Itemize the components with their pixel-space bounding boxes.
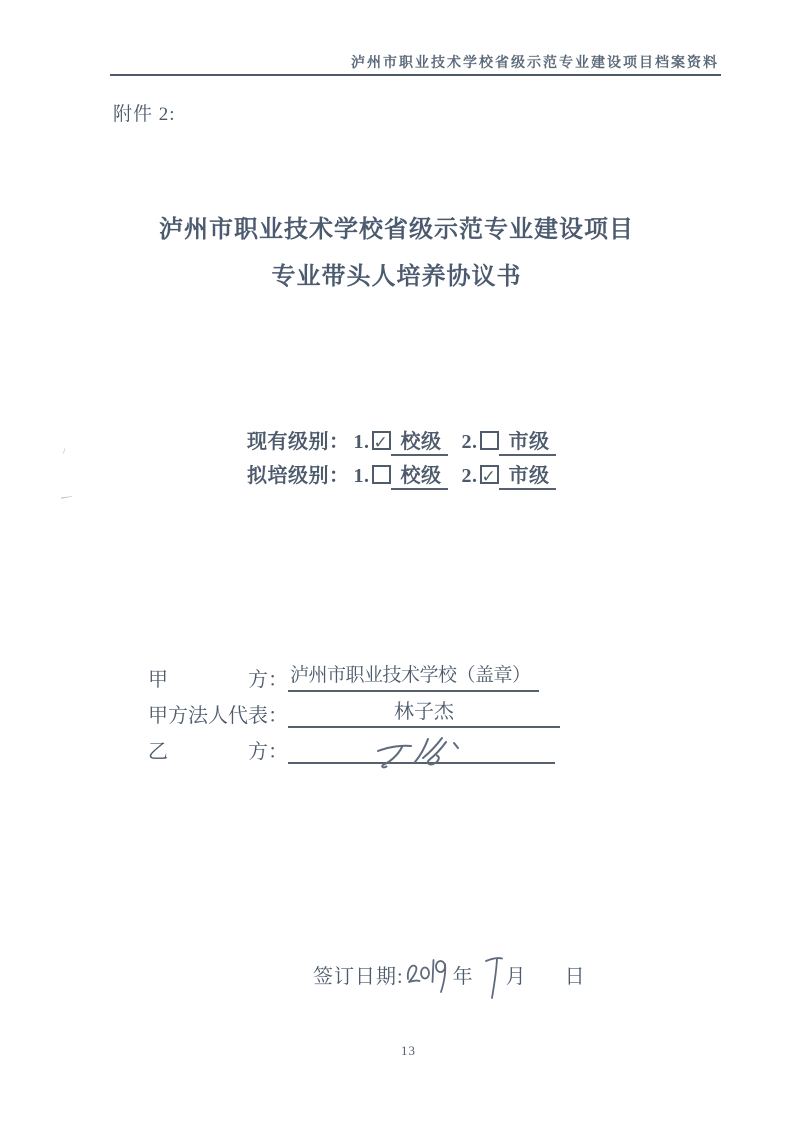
day-unit: 日 <box>564 966 586 988</box>
option-label-city-level: 市级 <box>499 431 556 456</box>
party-b-label <box>148 735 288 764</box>
handwritten-year <box>405 953 452 999</box>
scan-artifact: ᎗ <box>59 486 73 502</box>
handwritten-month <box>484 955 504 1005</box>
signing-date-line <box>313 953 586 1005</box>
planned-level-label: 拟培级别： <box>247 465 350 487</box>
party-a-rep-value: 林子杰 <box>288 699 560 728</box>
year-unit: 年 <box>452 966 474 988</box>
party-a-row <box>148 656 560 692</box>
party-a-rep-label <box>148 699 288 728</box>
checkbox-current-school-level[interactable] <box>372 431 391 453</box>
level-row-planned <box>247 459 556 493</box>
party-a-value: 泸州市职业技术学校（盖章） <box>288 663 539 692</box>
party-b-row <box>148 728 560 764</box>
option-label-school-level: 校级 <box>391 465 448 490</box>
check-icon: ✓ <box>481 467 497 487</box>
check-icon: ✓ <box>373 433 389 453</box>
party-a-label-right: 方： <box>248 669 288 691</box>
option-number: 2. <box>461 431 478 453</box>
option-label-city-level: 市级 <box>499 465 556 490</box>
party-a-rep-label-text: 甲方法人代表： <box>148 705 288 727</box>
parties-block <box>148 656 560 764</box>
handwritten-signature <box>374 734 470 772</box>
title-line-2: 专业带头人培养协议书 <box>271 263 522 290</box>
title-line-1: 泸州市职业技术学校省级示范专业建设项目 <box>159 216 634 243</box>
header-rule <box>110 74 721 76</box>
party-b-signature-line <box>288 734 555 764</box>
party-b-label-right: 方： <box>248 741 288 763</box>
date-prefix: 签订日期: <box>313 966 404 988</box>
party-a-label <box>148 663 288 692</box>
header-title: 泸州市职业技术学校省级示范专业建设项目档案资料 <box>351 54 719 70</box>
checkbox-planned-school-level[interactable] <box>372 465 391 484</box>
party-a-label-left: 甲 <box>148 669 168 691</box>
party-b-label-left: 乙 <box>148 741 168 763</box>
option-number: 1. <box>353 431 370 453</box>
scan-artifact: ᛌ <box>58 445 69 461</box>
option-label-school-level: 校级 <box>391 431 448 456</box>
checkbox-planned-city-level[interactable] <box>480 465 499 487</box>
option-number: 1. <box>353 465 370 487</box>
page-number: 13 <box>401 1043 416 1058</box>
current-level-label: 现有级别： <box>247 431 350 453</box>
document-title <box>0 206 793 300</box>
party-a-rep-row <box>148 692 560 728</box>
level-row-current <box>247 425 556 459</box>
level-selection <box>247 425 556 493</box>
checkbox-current-city-level[interactable] <box>480 431 499 450</box>
attachment-label: 附件 2: <box>113 104 176 125</box>
option-number: 2. <box>461 465 478 487</box>
month-unit: 月 <box>505 966 527 988</box>
